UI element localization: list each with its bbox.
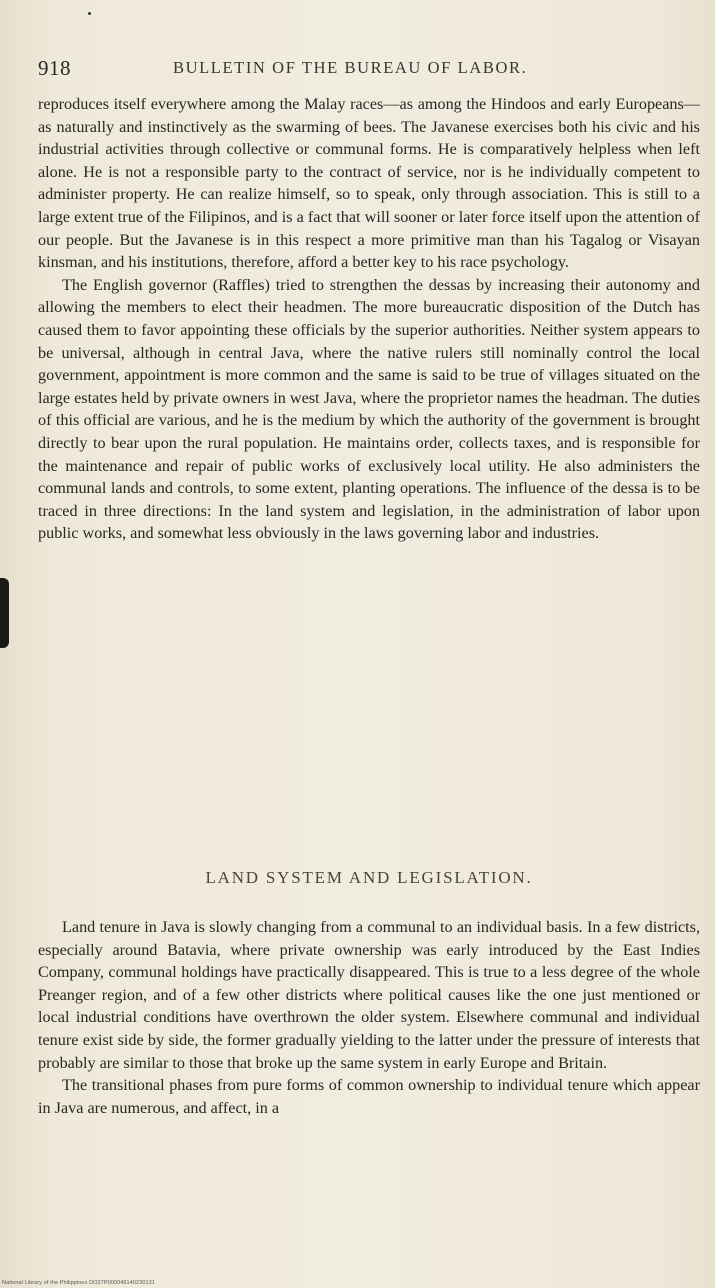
section-body (38, 916, 700, 1119)
body-text (38, 93, 700, 545)
binding-shadow (0, 578, 9, 648)
scan-speck (88, 12, 91, 15)
section-heading: LAND SYSTEM AND LEGISLATION. (205, 868, 533, 887)
page-number: 918 (38, 56, 71, 80)
digitization-credit: National Library of the Philippines DO27P000045140230131 (2, 1280, 155, 1286)
paragraph-continued: reproduces itself everywhere among the Malay races—as among the Hindoos and early Europeans—as naturally and instinctively as the swarming of bees. The Javanese exercises both his civic and his industrial activities through collective or communal forms. He is comparatively helpless when left alone. He is not a responsible party to the contract of service, nor is he individually competent to administer property. He can realize himself, so to speak, only through association. This is still to a large extent true of the Filipinos, and is a fact that will sooner or later force itself upon the attention of our people. But the Javanese is in this respect a more primitive man than his Tagalog or Visayan kinsman, and his institutions, therefore, afford a better key to his race psychology. (38, 95, 700, 272)
bulletin-title: BULLETIN OF THE BUREAU OF LABOR. (173, 58, 528, 77)
paragraph-land-tenure: Land tenure in Java is slowly changing from a communal to an individual basis. In a few districts, especially around Batavia, where private ownership was early introduced by the East Indies Company, communal holdings have practically disappeared. This is true to a less degree of the whole Preanger region, and of a few other districts where political causes like the one just mentioned or local industrial conditions have overthrown the older system. Elsewhere communal and individual tenure exist side by side, the former gradually yielding to the latter under the pressure of interests that probably are similar to those that broke up the same system in early Europe and Britain. (38, 918, 700, 1072)
paragraph-transitional-phases: The transitional phases from pure forms of common ownership to individual tenure which appear in Java are numerous, and affect, in a (38, 1076, 700, 1117)
paragraph-raffles: The English governor (Raffles) tried to strengthen the dessas by increasing their autonomy and allowing the members to elect their headmen. The more bureaucratic disposition of the Dutch has caused them to favor appointing these officials by the superior authorities. Neither system appears to be universal, although in central Java, where the native rulers still nominally control the local government, appointment is more common and the same is said to be true of villages situated on the large estates held by private owners in west Java, where the proprietor names the headman. The duties of this official are various, and he is the medium by which the authority of the government is brought directly to bear upon the rural population. He maintains order, collects taxes, and is responsible for the maintenance and repair of public works of exclusively local utility. He also administers the communal lands and controls, to some extent, planting operations. The influence of the dessa is to be traced in three directions: In the land system and legislation, in the administration of labor upon public works, and somewhat less obviously in the laws governing labor and industries. (38, 275, 700, 543)
running-head (38, 56, 695, 82)
